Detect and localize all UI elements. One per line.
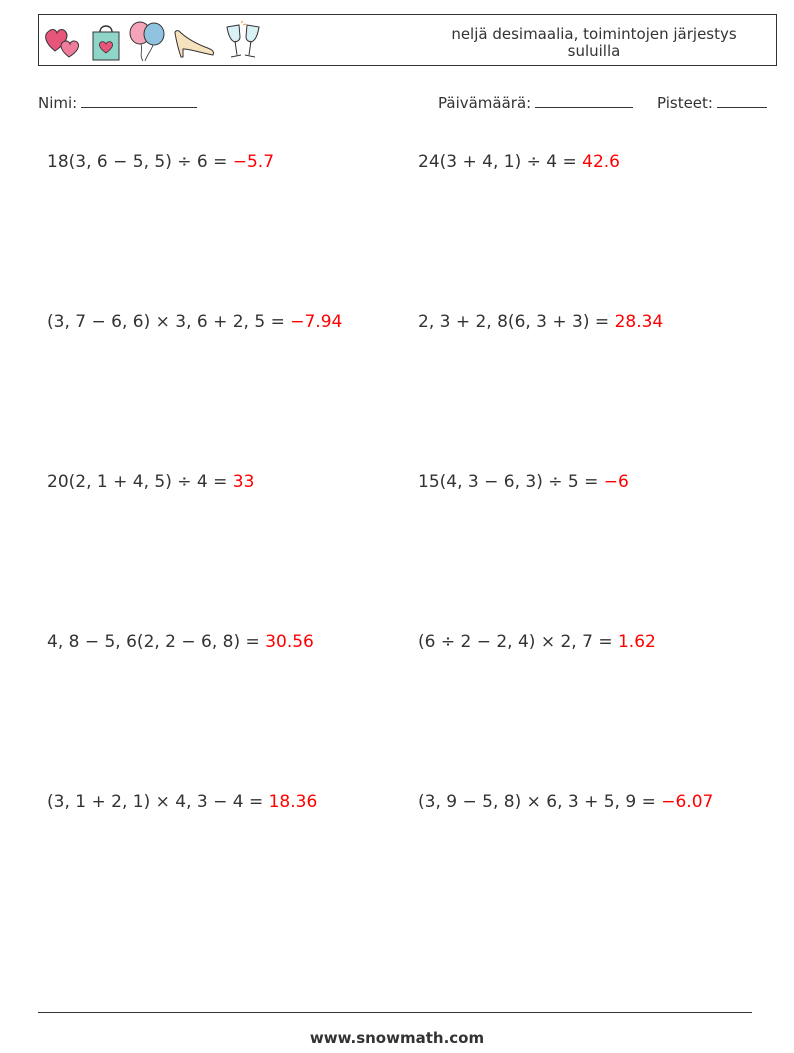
problem-answer: −6.07	[661, 792, 714, 812]
worksheet-header	[38, 14, 777, 66]
problem-8	[418, 632, 656, 652]
problem-expression: (3, 1 + 2, 1) × 4, 3 − 4 =	[47, 792, 269, 812]
date-field[interactable]	[438, 93, 633, 112]
title-line-1: neljä desimaalia, toimintojen järjestys	[451, 25, 737, 43]
name-label: Nimi:	[38, 94, 78, 112]
problem-answer: 18.36	[268, 792, 318, 812]
problem-answer: 1.62	[617, 632, 656, 652]
name-field[interactable]	[38, 93, 197, 112]
problem-9	[47, 792, 317, 812]
problem-2	[418, 152, 620, 172]
worksheet-title	[419, 26, 769, 60]
problem-expression: 2, 3 + 2, 8(6, 3 + 3) =	[418, 312, 615, 332]
problem-6	[418, 472, 629, 492]
problem-3	[47, 312, 342, 332]
problem-5	[47, 472, 254, 492]
date-label: Päivämäärä:	[438, 94, 532, 112]
date-blank[interactable]	[535, 93, 633, 108]
problem-answer: 33	[232, 472, 255, 492]
balloons-icon	[127, 19, 167, 63]
problem-answer: 42.6	[582, 152, 620, 172]
problem-expression: (3, 9 − 5, 8) × 6, 3 + 5, 9 =	[418, 792, 662, 812]
footer-divider	[38, 1012, 752, 1013]
problem-answer: −5.7	[232, 152, 275, 172]
high-heel-shoe-icon	[171, 21, 217, 61]
problem-expression: 24(3 + 4, 1) ÷ 4 =	[418, 152, 583, 172]
problem-expression: (6 ÷ 2 − 2, 4) × 2, 7 =	[418, 632, 618, 652]
problem-7	[47, 632, 314, 652]
champagne-glasses-icon	[221, 19, 265, 63]
problem-4	[418, 312, 663, 332]
score-blank[interactable]	[717, 93, 767, 108]
problem-answer: −6	[603, 472, 629, 492]
problem-expression: 18(3, 6 − 5, 5) ÷ 6 =	[47, 152, 233, 172]
problem-expression: 15(4, 3 − 6, 3) ÷ 5 =	[418, 472, 604, 492]
problem-10	[418, 792, 713, 812]
title-line-2: suluilla	[567, 42, 621, 60]
icon-strip	[43, 19, 265, 63]
problem-answer: 28.34	[614, 312, 664, 332]
problem-answer: −7.94	[290, 312, 343, 332]
footer-url[interactable]: www.snowmath.com	[309, 1029, 485, 1047]
problem-expression: (3, 7 − 6, 6) × 3, 6 + 2, 5 =	[47, 312, 291, 332]
name-blank[interactable]	[81, 93, 197, 108]
problem-expression: 20(2, 1 + 4, 5) ÷ 4 =	[47, 472, 233, 492]
score-field[interactable]	[657, 93, 767, 112]
gift-bag-icon	[89, 20, 123, 62]
problem-expression: 4, 8 − 5, 6(2, 2 − 6, 8) =	[47, 632, 266, 652]
problem-1	[47, 152, 274, 172]
problem-answer: 30.56	[265, 632, 314, 652]
hearts-icon	[43, 21, 85, 61]
score-label: Pisteet:	[657, 94, 713, 112]
